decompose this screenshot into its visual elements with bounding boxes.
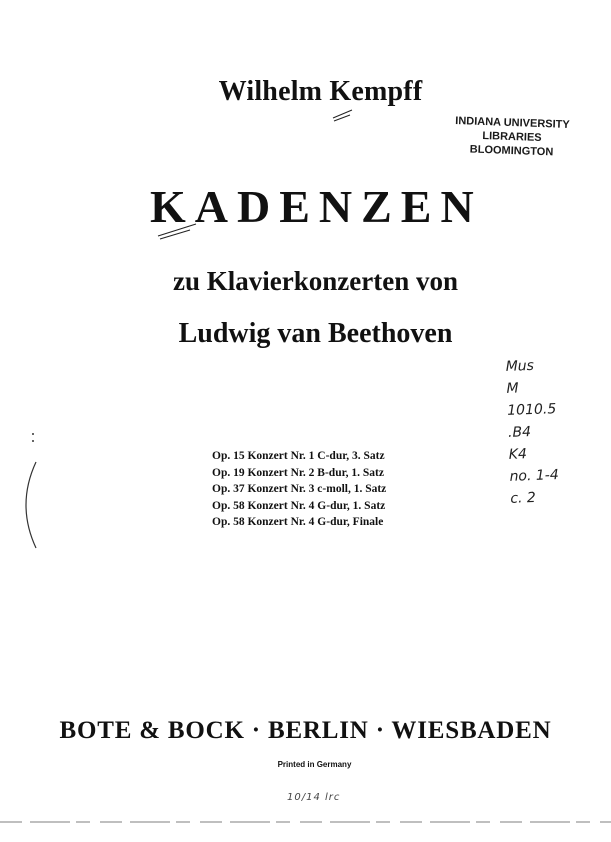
work-item: Op. 58 Konzert Nr. 4 G-dur, Finale bbox=[212, 516, 384, 528]
call-number-line: Mus bbox=[505, 357, 535, 375]
page-title: KADENZEN bbox=[150, 181, 483, 232]
work-item: Op. 58 Konzert Nr. 4 G-dur, 1. Satz bbox=[212, 499, 386, 512]
call-number-line: c. 2 bbox=[510, 489, 537, 507]
printed-in-label: Printed in Germany bbox=[277, 760, 352, 769]
call-number-line: no. 1-4 bbox=[509, 467, 560, 485]
stamp-line-2: LIBRARIES bbox=[482, 129, 542, 145]
call-number-line: K4 bbox=[508, 446, 528, 463]
publisher-line: BOTE & BOCK · BERLIN · WIESBADEN bbox=[59, 717, 552, 744]
subtitle-composer: Ludwig van Beethoven bbox=[178, 318, 453, 349]
call-number-line: M bbox=[506, 380, 519, 397]
subtitle: zu Klavierkonzerten von bbox=[173, 266, 458, 296]
handwritten-note: 10/14 lrc bbox=[287, 792, 341, 803]
call-number-line: 1010.5 bbox=[506, 401, 557, 419]
call-number-line: .B4 bbox=[507, 424, 532, 441]
binding-tick-mark bbox=[32, 434, 34, 441]
call-number bbox=[505, 354, 560, 510]
stamp-line-3: BLOOMINGTON bbox=[469, 143, 554, 159]
stamp-line-1: INDIANA UNIVERSITY bbox=[455, 115, 570, 132]
works-list bbox=[212, 448, 386, 531]
work-item: Op. 19 Konzert Nr. 2 B-dur, 1. Satz bbox=[212, 466, 384, 479]
kempff-underline-mark bbox=[333, 110, 352, 121]
composer-name: Wilhelm Kempff bbox=[218, 76, 423, 107]
work-item: Op. 37 Konzert Nr. 3 c-moll, 1. Satz bbox=[212, 483, 387, 495]
binding-curve-mark bbox=[26, 462, 36, 548]
work-item: Op. 15 Konzert Nr. 1 C-dur, 3. Satz bbox=[212, 450, 385, 462]
library-stamp bbox=[451, 114, 572, 160]
